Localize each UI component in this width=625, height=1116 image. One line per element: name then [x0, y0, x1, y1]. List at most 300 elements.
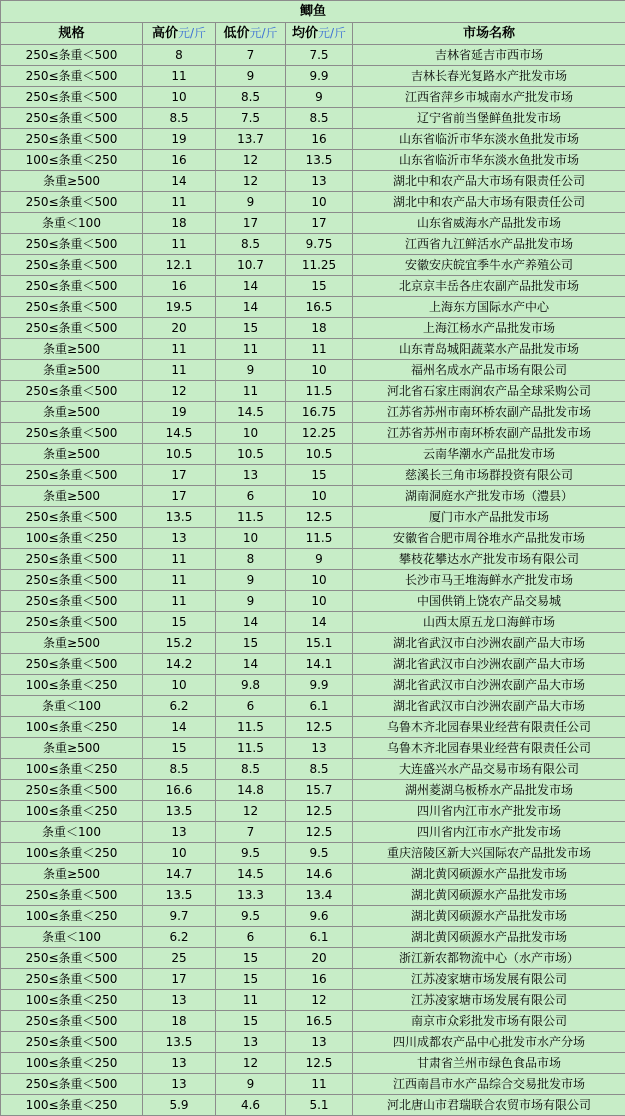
spec-cell: 250≤条重＜500: [1, 570, 143, 591]
header-avg-unit: 元/斤: [318, 26, 346, 40]
spec-cell: 100≤条重＜250: [1, 675, 143, 696]
market-name-cell: 湖北省武汉市白沙洲农副产品大市场: [353, 696, 625, 717]
high-price-cell: 18: [143, 213, 216, 234]
avg-price-cell: 9: [286, 549, 353, 570]
table-row: [1, 570, 625, 591]
high-price-cell: 13: [143, 990, 216, 1011]
market-name-cell: 湖北中和农产品大市场有限责任公司: [353, 171, 625, 192]
table-row: [1, 255, 625, 276]
market-name-cell: 中国供销上饶农产品交易城: [353, 591, 625, 612]
avg-price-cell: 9.6: [286, 906, 353, 927]
high-price-cell: 17: [143, 486, 216, 507]
spec-cell: 250≤条重＜500: [1, 1074, 143, 1095]
high-price-cell: 14: [143, 717, 216, 738]
table-body: [1, 45, 625, 1116]
avg-price-cell: 10.5: [286, 444, 353, 465]
low-price-cell: 15: [216, 318, 286, 339]
spec-cell: 250≤条重＜500: [1, 1032, 143, 1053]
high-price-cell: 19: [143, 129, 216, 150]
spec-cell: 250≤条重＜500: [1, 1011, 143, 1032]
table-row: [1, 843, 625, 864]
avg-price-cell: 10: [286, 570, 353, 591]
spec-cell: 条重≥500: [1, 864, 143, 885]
avg-price-cell: 18: [286, 318, 353, 339]
table-row: [1, 213, 625, 234]
avg-price-cell: 17: [286, 213, 353, 234]
avg-price-cell: 10: [286, 591, 353, 612]
market-name-cell: 江西省萍乡市城南水产批发市场: [353, 87, 625, 108]
low-price-cell: 15: [216, 969, 286, 990]
high-price-cell: 11: [143, 570, 216, 591]
high-price-cell: 14.5: [143, 423, 216, 444]
low-price-cell: 12: [216, 171, 286, 192]
avg-price-cell: 5.1: [286, 1095, 353, 1116]
market-name-cell: 北京京丰岳各庄农副产品批发市场: [353, 276, 625, 297]
high-price-cell: 9.7: [143, 906, 216, 927]
header-spec: 规格: [1, 23, 143, 45]
spec-cell: 250≤条重＜500: [1, 297, 143, 318]
low-price-cell: 9: [216, 570, 286, 591]
avg-price-cell: 15.7: [286, 780, 353, 801]
spec-cell: 条重≥500: [1, 633, 143, 654]
low-price-cell: 13: [216, 465, 286, 486]
spec-cell: 条重≥500: [1, 402, 143, 423]
low-price-cell: 7: [216, 822, 286, 843]
spec-cell: 条重≥500: [1, 486, 143, 507]
high-price-cell: 18: [143, 1011, 216, 1032]
header-market: 市场名称: [353, 23, 625, 45]
market-name-cell: 江苏省苏州市南环桥农副产品批发市场: [353, 423, 625, 444]
high-price-cell: 19: [143, 402, 216, 423]
table-row: [1, 612, 625, 633]
avg-price-cell: 12.5: [286, 717, 353, 738]
high-price-cell: 13.5: [143, 507, 216, 528]
market-name-cell: 湖北中和农产品大市场有限责任公司: [353, 192, 625, 213]
low-price-cell: 15: [216, 633, 286, 654]
low-price-cell: 9.8: [216, 675, 286, 696]
table-row: [1, 717, 625, 738]
table-row: [1, 549, 625, 570]
high-price-cell: 15: [143, 738, 216, 759]
market-name-cell: 江苏凌家塘市场发展有限公司: [353, 990, 625, 1011]
table-row: [1, 171, 625, 192]
table-row: [1, 759, 625, 780]
spec-cell: 100≤条重＜250: [1, 801, 143, 822]
spec-cell: 250≤条重＜500: [1, 276, 143, 297]
avg-price-cell: 16: [286, 129, 353, 150]
spec-cell: 100≤条重＜250: [1, 990, 143, 1011]
avg-price-cell: 11: [286, 339, 353, 360]
low-price-cell: 8: [216, 549, 286, 570]
high-price-cell: 17: [143, 465, 216, 486]
table-row: [1, 150, 625, 171]
low-price-cell: 11.5: [216, 717, 286, 738]
avg-price-cell: 9.9: [286, 66, 353, 87]
high-price-cell: 11: [143, 234, 216, 255]
low-price-cell: 10: [216, 528, 286, 549]
market-name-cell: 四川省内江市水产批发市场: [353, 822, 625, 843]
table-row: [1, 402, 625, 423]
high-price-cell: 11: [143, 360, 216, 381]
header-avg-label: 均价: [292, 26, 318, 41]
table-row: [1, 192, 625, 213]
avg-price-cell: 16.5: [286, 1011, 353, 1032]
low-price-cell: 4.6: [216, 1095, 286, 1116]
market-name-cell: 江西省九江鲜活水产品批发市场: [353, 234, 625, 255]
market-name-cell: 江西南昌市水产品综合交易批发市场: [353, 1074, 625, 1095]
low-price-cell: 13.7: [216, 129, 286, 150]
high-price-cell: 11: [143, 66, 216, 87]
avg-price-cell: 12.5: [286, 1053, 353, 1074]
table-row: [1, 297, 625, 318]
market-name-cell: 四川成都农产品中心批发市水产分场: [353, 1032, 625, 1053]
avg-price-cell: 20: [286, 948, 353, 969]
spec-cell: 250≤条重＜500: [1, 591, 143, 612]
market-name-cell: 湖北省武汉市白沙洲农副产品大市场: [353, 633, 625, 654]
spec-cell: 250≤条重＜500: [1, 255, 143, 276]
spec-cell: 250≤条重＜500: [1, 465, 143, 486]
avg-price-cell: 11: [286, 1074, 353, 1095]
avg-price-cell: 12.5: [286, 822, 353, 843]
spec-cell: 250≤条重＜500: [1, 318, 143, 339]
market-name-cell: 湖南洞庭水产批发市场（澧县）: [353, 486, 625, 507]
avg-price-cell: 12: [286, 990, 353, 1011]
spec-cell: 250≤条重＜500: [1, 885, 143, 906]
avg-price-cell: 9.75: [286, 234, 353, 255]
market-name-cell: 云南华潮水产品批发市场: [353, 444, 625, 465]
spec-cell: 250≤条重＜500: [1, 423, 143, 444]
low-price-cell: 9.5: [216, 906, 286, 927]
market-name-cell: 山东省临沂市华东淡水鱼批发市场: [353, 129, 625, 150]
market-name-cell: 山东省威海水产品批发市场: [353, 213, 625, 234]
high-price-cell: 14.7: [143, 864, 216, 885]
low-price-cell: 13: [216, 1032, 286, 1053]
table-row: [1, 969, 625, 990]
market-name-cell: 安徽省合肥市周谷堆水产品批发市场: [353, 528, 625, 549]
header-low-label: 低价: [223, 26, 249, 41]
high-price-cell: 8: [143, 45, 216, 66]
market-name-cell: 山东青岛城阳蔬菜水产品批发市场: [353, 339, 625, 360]
market-name-cell: 湖北黄冈硕源水产品批发市场: [353, 885, 625, 906]
table-title: 鲫鱼: [1, 1, 625, 23]
market-name-cell: 重庆涪陵区新大兴国际农产品批发市场: [353, 843, 625, 864]
high-price-cell: 15: [143, 612, 216, 633]
market-name-cell: 乌鲁木齐北园春果业经营有限责任公司: [353, 738, 625, 759]
avg-price-cell: 11.25: [286, 255, 353, 276]
market-name-cell: 四川省内江市水产批发市场: [353, 801, 625, 822]
spec-cell: 条重≥500: [1, 339, 143, 360]
table-row: [1, 927, 625, 948]
high-price-cell: 10.5: [143, 444, 216, 465]
market-name-cell: 长沙市马王堆海鲜水产批发市场: [353, 570, 625, 591]
title-row: [1, 1, 625, 23]
market-name-cell: 乌鲁木齐北园春果业经营有限责任公司: [353, 717, 625, 738]
low-price-cell: 9.5: [216, 843, 286, 864]
high-price-cell: 6.2: [143, 927, 216, 948]
low-price-cell: 14.5: [216, 864, 286, 885]
market-name-cell: 湖北黄冈硕源水产品批发市场: [353, 864, 625, 885]
market-name-cell: 上海东方国际水产中心: [353, 297, 625, 318]
high-price-cell: 12.1: [143, 255, 216, 276]
market-name-cell: 攀枝花攀达水产批发市场有限公司: [353, 549, 625, 570]
table-row: [1, 1095, 625, 1116]
table-row: [1, 318, 625, 339]
table-row: [1, 1074, 625, 1095]
table-row: [1, 486, 625, 507]
low-price-cell: 14: [216, 612, 286, 633]
low-price-cell: 6: [216, 927, 286, 948]
low-price-cell: 8.5: [216, 759, 286, 780]
header-high-unit: 元/斤: [178, 26, 206, 40]
spec-cell: 250≤条重＜500: [1, 234, 143, 255]
avg-price-cell: 7.5: [286, 45, 353, 66]
spec-cell: 条重≥500: [1, 360, 143, 381]
avg-price-cell: 16: [286, 969, 353, 990]
market-name-cell: 大连盛兴水产品交易市场有限公司: [353, 759, 625, 780]
spec-cell: 250≤条重＜500: [1, 129, 143, 150]
spec-cell: 100≤条重＜250: [1, 1095, 143, 1116]
market-name-cell: 慈溪长三角市场群投资有限公司: [353, 465, 625, 486]
low-price-cell: 15: [216, 948, 286, 969]
market-name-cell: 福州名成水产品市场有限公司: [353, 360, 625, 381]
low-price-cell: 9: [216, 360, 286, 381]
low-price-cell: 11.5: [216, 738, 286, 759]
table-row: [1, 360, 625, 381]
avg-price-cell: 14: [286, 612, 353, 633]
avg-price-cell: 12.5: [286, 801, 353, 822]
table-row: [1, 66, 625, 87]
table-row: [1, 1053, 625, 1074]
avg-price-cell: 12.5: [286, 507, 353, 528]
market-name-cell: 湖州菱湖乌板桥水产品批发市场: [353, 780, 625, 801]
avg-price-cell: 16.75: [286, 402, 353, 423]
table-row: [1, 234, 625, 255]
low-price-cell: 10.5: [216, 444, 286, 465]
high-price-cell: 16: [143, 150, 216, 171]
table-row: [1, 276, 625, 297]
avg-price-cell: 15: [286, 465, 353, 486]
table-row: [1, 780, 625, 801]
table-row: [1, 423, 625, 444]
market-name-cell: 山西太原五龙口海鲜市场: [353, 612, 625, 633]
avg-price-cell: 15.1: [286, 633, 353, 654]
table-row: [1, 864, 625, 885]
low-price-cell: 6: [216, 486, 286, 507]
market-name-cell: 湖北省武汉市白沙洲农副产品大市场: [353, 675, 625, 696]
header-high-label: 高价: [152, 26, 178, 41]
table-row: [1, 948, 625, 969]
avg-price-cell: 9.9: [286, 675, 353, 696]
high-price-cell: 10: [143, 87, 216, 108]
spec-cell: 条重＜100: [1, 927, 143, 948]
low-price-cell: 7.5: [216, 108, 286, 129]
table-row: [1, 675, 625, 696]
high-price-cell: 13.5: [143, 801, 216, 822]
spec-cell: 250≤条重＜500: [1, 192, 143, 213]
low-price-cell: 9: [216, 591, 286, 612]
market-name-cell: 浙江新农都物流中心（水产市场）: [353, 948, 625, 969]
high-price-cell: 13: [143, 1074, 216, 1095]
spec-cell: 100≤条重＜250: [1, 528, 143, 549]
high-price-cell: 8.5: [143, 108, 216, 129]
spec-cell: 250≤条重＜500: [1, 780, 143, 801]
avg-price-cell: 10: [286, 360, 353, 381]
high-price-cell: 25: [143, 948, 216, 969]
avg-price-cell: 10: [286, 192, 353, 213]
header-high: [143, 23, 216, 45]
market-name-cell: 吉林省延吉市西市场: [353, 45, 625, 66]
low-price-cell: 14.8: [216, 780, 286, 801]
spec-cell: 100≤条重＜250: [1, 1053, 143, 1074]
spec-cell: 250≤条重＜500: [1, 969, 143, 990]
low-price-cell: 14: [216, 297, 286, 318]
low-price-cell: 7: [216, 45, 286, 66]
table-row: [1, 906, 625, 927]
low-price-cell: 11: [216, 339, 286, 360]
avg-price-cell: 10: [286, 486, 353, 507]
avg-price-cell: 13: [286, 1032, 353, 1053]
avg-price-cell: 11.5: [286, 528, 353, 549]
table-row: [1, 1011, 625, 1032]
spec-cell: 100≤条重＜250: [1, 759, 143, 780]
market-name-cell: 湖北黄冈硕源水产品批发市场: [353, 906, 625, 927]
high-price-cell: 13: [143, 528, 216, 549]
low-price-cell: 9: [216, 192, 286, 213]
low-price-cell: 14.5: [216, 402, 286, 423]
low-price-cell: 12: [216, 801, 286, 822]
spec-cell: 条重＜100: [1, 696, 143, 717]
market-name-cell: 山东省临沂市华东淡水鱼批发市场: [353, 150, 625, 171]
table-row: [1, 633, 625, 654]
spec-cell: 250≤条重＜500: [1, 381, 143, 402]
low-price-cell: 11: [216, 990, 286, 1011]
avg-price-cell: 6.1: [286, 696, 353, 717]
market-name-cell: 上海江杨水产品批发市场: [353, 318, 625, 339]
low-price-cell: 13.3: [216, 885, 286, 906]
table-row: [1, 444, 625, 465]
high-price-cell: 8.5: [143, 759, 216, 780]
high-price-cell: 11: [143, 591, 216, 612]
table-row: [1, 87, 625, 108]
avg-price-cell: 13: [286, 738, 353, 759]
low-price-cell: 12: [216, 150, 286, 171]
market-name-cell: 河北省石家庄雨润农产品全球采购公司: [353, 381, 625, 402]
table-row: [1, 339, 625, 360]
market-name-cell: 辽宁省前当堡鲜鱼批发市场: [353, 108, 625, 129]
low-price-cell: 15: [216, 1011, 286, 1032]
high-price-cell: 11: [143, 192, 216, 213]
avg-price-cell: 9.5: [286, 843, 353, 864]
low-price-cell: 8.5: [216, 87, 286, 108]
market-name-cell: 江苏凌家塘市场发展有限公司: [353, 969, 625, 990]
avg-price-cell: 14.1: [286, 654, 353, 675]
spec-cell: 条重＜100: [1, 822, 143, 843]
low-price-cell: 14: [216, 276, 286, 297]
table-row: [1, 129, 625, 150]
high-price-cell: 11: [143, 549, 216, 570]
avg-price-cell: 13: [286, 171, 353, 192]
avg-price-cell: 6.1: [286, 927, 353, 948]
high-price-cell: 6.2: [143, 696, 216, 717]
table-row: [1, 591, 625, 612]
high-price-cell: 5.9: [143, 1095, 216, 1116]
table-row: [1, 528, 625, 549]
table-row: [1, 381, 625, 402]
high-price-cell: 13: [143, 1053, 216, 1074]
high-price-cell: 13.5: [143, 885, 216, 906]
spec-cell: 条重＜100: [1, 213, 143, 234]
market-name-cell: 厦门市水产品批发市场: [353, 507, 625, 528]
high-price-cell: 11: [143, 339, 216, 360]
market-name-cell: 湖北省武汉市白沙洲农副产品大市场: [353, 654, 625, 675]
low-price-cell: 10.7: [216, 255, 286, 276]
market-name-cell: 河北唐山市君瑞联合农贸市场有限公司: [353, 1095, 625, 1116]
market-name-cell: 南京市众彩批发市场有限公司: [353, 1011, 625, 1032]
table-row: [1, 990, 625, 1011]
high-price-cell: 10: [143, 675, 216, 696]
low-price-cell: 12: [216, 1053, 286, 1074]
spec-cell: 250≤条重＜500: [1, 507, 143, 528]
avg-price-cell: 16.5: [286, 297, 353, 318]
low-price-cell: 11: [216, 381, 286, 402]
table-row: [1, 801, 625, 822]
spec-cell: 条重≥500: [1, 444, 143, 465]
table-row: [1, 465, 625, 486]
spec-cell: 100≤条重＜250: [1, 717, 143, 738]
table-row: [1, 885, 625, 906]
high-price-cell: 12: [143, 381, 216, 402]
low-price-cell: 10: [216, 423, 286, 444]
avg-price-cell: 8.5: [286, 108, 353, 129]
spec-cell: 250≤条重＜500: [1, 66, 143, 87]
spec-cell: 250≤条重＜500: [1, 654, 143, 675]
spec-cell: 100≤条重＜250: [1, 843, 143, 864]
high-price-cell: 20: [143, 318, 216, 339]
low-price-cell: 9: [216, 1074, 286, 1095]
avg-price-cell: 11.5: [286, 381, 353, 402]
high-price-cell: 17: [143, 969, 216, 990]
header-row: [1, 23, 625, 45]
table-row: [1, 507, 625, 528]
table-row: [1, 654, 625, 675]
low-price-cell: 14: [216, 654, 286, 675]
table-row: [1, 1032, 625, 1053]
spec-cell: 250≤条重＜500: [1, 948, 143, 969]
high-price-cell: 13.5: [143, 1032, 216, 1053]
table-row: [1, 45, 625, 66]
low-price-cell: 9: [216, 66, 286, 87]
spec-cell: 250≤条重＜500: [1, 108, 143, 129]
avg-price-cell: 9: [286, 87, 353, 108]
high-price-cell: 14.2: [143, 654, 216, 675]
market-name-cell: 甘肃省兰州市绿色食品市场: [353, 1053, 625, 1074]
spec-cell: 100≤条重＜250: [1, 150, 143, 171]
high-price-cell: 15.2: [143, 633, 216, 654]
market-name-cell: 吉林长春光复路水产批发市场: [353, 66, 625, 87]
spec-cell: 250≤条重＜500: [1, 45, 143, 66]
avg-price-cell: 15: [286, 276, 353, 297]
header-low-unit: 元/斤: [249, 26, 277, 40]
market-name-cell: 湖北黄冈硕源水产品批发市场: [353, 927, 625, 948]
table-row: [1, 108, 625, 129]
high-price-cell: 10: [143, 843, 216, 864]
high-price-cell: 19.5: [143, 297, 216, 318]
high-price-cell: 13: [143, 822, 216, 843]
low-price-cell: 6: [216, 696, 286, 717]
table-row: [1, 696, 625, 717]
table-row: [1, 738, 625, 759]
high-price-cell: 16.6: [143, 780, 216, 801]
